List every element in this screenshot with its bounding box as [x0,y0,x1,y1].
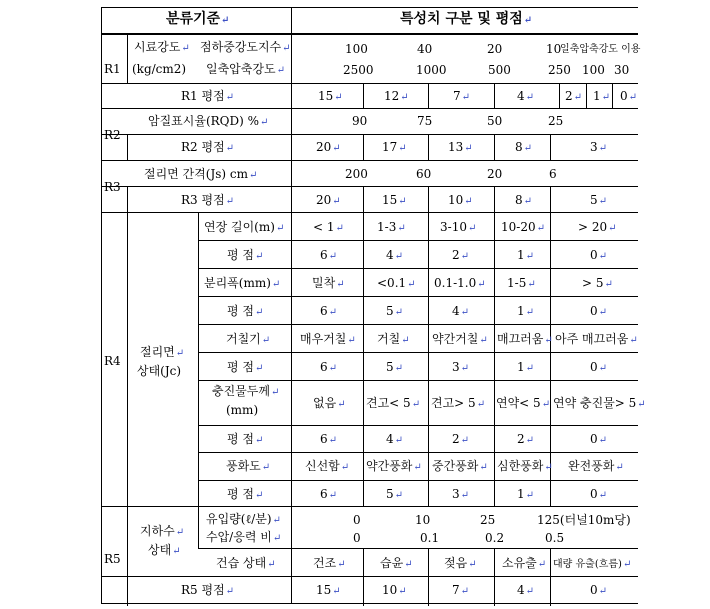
r4-score-label: 평 점 ↵ [227,487,263,503]
grid-line [101,506,638,507]
r4-param-line1: 절리면 ↵ [140,345,184,361]
r5-ratio-value: 0 [353,531,361,545]
r4-roughness-label: 거칠기 ↵ [226,332,270,348]
r4-length-value: 10-20 ↵ [501,220,545,236]
grid-line [363,548,364,606]
grid-line [612,83,613,108]
r3-label: R3 [104,180,121,194]
r4-length-label: 연장 길이(m) ↵ [204,220,284,236]
r1-param-line2: (kg/cm2) [132,62,187,76]
grid-line [363,134,364,160]
r5-param-line2: 상태 ↵ [148,543,181,559]
grid-line [101,33,638,35]
r4-weathering-value: 심한풍화 ↵ [497,459,553,475]
r1-top-value: 20 [487,42,503,56]
grid-line [428,134,429,160]
r1-sub-ucs: 일축압축강도 ↵ [206,62,285,78]
r5-ratio-value: 0.1 [420,531,440,545]
r4-roughness-score: 0 ↵ [590,360,607,376]
r4-length-value: 1-3 ↵ [377,220,406,236]
r4-infill-score: 4 ↵ [386,432,403,448]
r4-score-label: 평 점 ↵ [227,248,263,264]
grid-line [198,240,638,241]
r1-param-line1: 시료강도 ↵ [134,40,190,56]
r4-length-score: 4 ↵ [386,248,403,264]
r4-roughness-score: 5 ↵ [386,360,403,376]
r4-roughness-value: 아주 매끄러움 ↵ [555,332,638,348]
r4-length-score: 6 ↵ [320,248,337,264]
r4-roughness-value: 약간거칠 ↵ [432,332,488,348]
grid-line [101,576,638,577]
r4-infill-score: 0 ↵ [590,432,607,448]
grid-line [198,480,638,481]
r2-label: R2 [104,128,121,142]
r3-value: 200 [345,167,368,181]
r5-ratio-label: 수압/응력 비 ↵ [206,530,281,546]
r5-score: 0 ↵ [590,583,607,599]
r4-aperture-score: 0 ↵ [590,304,607,320]
grid-line [101,603,638,604]
grid-line [428,548,429,606]
r3-score: 8 ↵ [515,193,532,209]
r5-label: R5 [104,552,121,566]
grid-line [428,83,429,108]
grid-line [550,548,551,606]
r4-roughness-value: 거칠 ↵ [377,332,410,348]
r1-score-label: R1 평점 ↵ [181,89,234,105]
r4-infill-value: 견고< 5 ↵ [366,396,420,412]
r4-infill-score: 6 ↵ [320,432,337,448]
r4-length-value: > 20 ↵ [578,220,617,236]
grid-line [363,83,364,108]
r3-value: 6 [549,167,557,181]
grid-line [363,212,364,506]
r4-roughness-value: 매우거칠 ↵ [300,332,356,348]
r2-value: 25 [548,114,564,128]
r2-value: 90 [352,114,368,128]
r4-aperture-value: 밀착 ↵ [312,276,345,292]
r4-infill-value: 연약< 5 ↵ [496,396,550,412]
r5-inflow-value: 10 [415,513,431,527]
grid-line [198,425,638,426]
grid-line [494,83,495,108]
grid-line [428,186,429,212]
r5-ratio-value: 0.2 [485,531,505,545]
r4-weathering-score: 3 ↵ [452,487,469,503]
r4-infill-value: 연약 충진물> 5 ↵ [553,396,646,412]
r2-score: 20 ↵ [316,140,341,156]
grid-line [101,134,638,135]
r2-value: 50 [487,114,503,128]
r5-inflow-label: 유입량(ℓ/분) ↵ [206,512,281,528]
r1-score: 4 ↵ [517,89,534,105]
r4-aperture-value: <0.1 ↵ [377,276,416,292]
grid-line [101,108,638,109]
grid-line [198,296,638,297]
grid-line [494,548,495,606]
r1-score: 15 ↵ [318,89,343,105]
grid-line [198,452,638,453]
r4-infill-value: 견고> 5 ↵ [431,396,485,412]
r4-weathering-score: 5 ↵ [386,487,403,503]
r1-top-value: 100 [345,42,368,56]
r5-inflow-value: 25 [480,513,496,527]
r1-score: 1 ↵ [593,89,610,105]
r1-bottom-value: 1000 [416,63,447,77]
r4-roughness-value: 매끄러움 ↵ [497,332,553,348]
r2-score: 8 ↵ [515,140,532,156]
r1-bottom-value: 2500 [343,63,374,77]
r4-aperture-value: 1-5 ↵ [507,276,536,292]
r4-infill-label-line1: 충진물두께 ↵ [212,384,279,400]
r2-value: 75 [417,114,433,128]
r1-label: R1 [104,62,121,76]
r2-score: 3 ↵ [590,140,607,156]
r1-note: 일축압축강도 이용 [560,44,641,55]
r4-weathering-value: 완전풍화 ↵ [568,459,624,475]
r5-inflow-value: 125(터널10m당) [537,513,631,527]
r5-ratio-value: 0.5 [545,531,565,545]
grid-line [127,212,128,606]
r5-cond-value: 건조 ↵ [313,556,346,572]
grid-line [559,83,560,108]
r5-score: 4 ↵ [517,583,534,599]
header-grading: 특성치 구분 및 평점 ↵ [400,12,532,28]
r4-weathering-score: 0 ↵ [590,487,607,503]
r1-score: 7 ↵ [453,89,470,105]
r3-score: 15 ↵ [382,193,407,209]
r5-score: 7 ↵ [452,583,469,599]
r4-weathering-label: 풍화도 ↵ [226,459,270,475]
r4-roughness-score: 1 ↵ [517,360,534,376]
r1-bottom-value: 30 [614,63,630,77]
r3-score: 5 ↵ [590,193,607,209]
r4-aperture-value: > 5 ↵ [582,276,613,292]
grid-line [198,352,638,353]
grid-line [198,324,638,325]
grid-line [291,7,292,604]
r3-value: 60 [416,167,432,181]
r5-score: 10 ↵ [382,583,407,599]
r4-roughness-score: 6 ↵ [320,360,337,376]
grid-line [428,212,429,506]
r3-param: 절리면 간격(Js) cm ↵ [144,167,257,183]
r2-score-label: R2 평점 ↵ [181,140,234,156]
r4-length-score: 2 ↵ [452,248,469,264]
r4-weathering-value: 중간풍화 ↵ [432,459,488,475]
r4-aperture-score: 6 ↵ [320,304,337,320]
grid-line [494,134,495,160]
r5-score-label: R5 평점 ↵ [181,583,234,599]
r4-weathering-value: 신선함 ↵ [305,459,349,475]
r1-bottom-value: 500 [488,63,511,77]
grid-line [494,212,495,506]
r4-length-value: 3-10 ↵ [440,220,476,236]
r4-score-label: 평 점 ↵ [227,304,263,320]
r3-value: 20 [487,167,503,181]
r4-score-label: 평 점 ↵ [227,432,263,448]
grid-line [198,380,638,381]
r4-length-score: 1 ↵ [517,248,534,264]
r4-weathering-score: 6 ↵ [320,487,337,503]
r4-length-value: < 1 ↵ [313,220,344,236]
r5-score: 15 ↵ [316,583,341,599]
r5-cond-value: 젖음 ↵ [444,556,477,572]
r4-length-score: 0 ↵ [590,248,607,264]
r4-aperture-value: 0.1-1.0 ↵ [434,276,486,292]
r1-bottom-value: 100 [582,63,605,77]
r1-top-value: 10 [546,42,562,56]
grid-line [127,186,128,212]
r4-infill-value: 없음 ↵ [313,396,346,412]
grid-line [198,268,638,269]
r4-roughness-score: 3 ↵ [452,360,469,376]
r1-bottom-value: 250 [548,63,571,77]
r5-cond-value: 대량 유출(흐름) ↵ [553,558,631,572]
r5-cond-value: 소유출 ↵ [502,556,546,572]
r4-aperture-score: 4 ↵ [452,304,469,320]
grid-line [494,186,495,212]
r5-param-line1: 지하수 ↵ [140,524,184,540]
grid-line [101,7,638,8]
r2-param: 암질표시율(RQD) % ↵ [148,114,268,130]
grid-line [363,186,364,212]
r2-score: 13 ↵ [448,140,473,156]
r1-score: 12 ↵ [384,89,409,105]
grid-line [198,548,638,549]
r4-label: R4 [104,354,121,368]
grid-line [101,212,638,213]
r1-score: 2 ↵ [565,89,582,105]
r5-cond-value: 습윤 ↵ [380,556,413,572]
r1-sub-point-load: 점하중강도지수 ↵ [200,40,291,56]
r2-score: 17 ↵ [382,140,407,156]
grid-line [550,134,551,160]
r4-aperture-score: 5 ↵ [386,304,403,320]
grid-line [550,186,551,212]
r5-inflow-value: 0 [353,513,361,527]
header-criteria: 분류기준 ↵ [166,12,230,28]
grid-line [586,83,587,108]
r4-aperture-score: 1 ↵ [517,304,534,320]
grid-line [198,212,199,548]
r3-score: 10 ↵ [448,193,473,209]
grid-line [101,7,102,604]
r4-param-line2: 상태(Jc) [137,364,182,378]
r5-cond-label: 건습 상태 ↵ [216,556,276,572]
grid-line [101,186,638,187]
r4-infill-label-line2: (mm) [226,403,259,417]
grid-line [101,160,638,161]
grid-line [101,83,638,84]
r4-infill-score: 2 ↵ [452,432,469,448]
r4-weathering-score: 1 ↵ [517,487,534,503]
grid-line [127,134,128,160]
r3-score-label: R3 평점 ↵ [181,193,234,209]
r4-aperture-label: 분리폭(mm) ↵ [204,276,280,292]
r3-score: 20 ↵ [316,193,341,209]
grid-line [127,33,128,83]
r1-score: 0 ↵ [620,89,637,105]
r4-score-label: 평 점 ↵ [227,360,263,376]
r1-top-value: 40 [417,42,433,56]
r4-weathering-value: 약간풍화 ↵ [366,459,422,475]
r4-infill-score: 2 ↵ [517,432,534,448]
